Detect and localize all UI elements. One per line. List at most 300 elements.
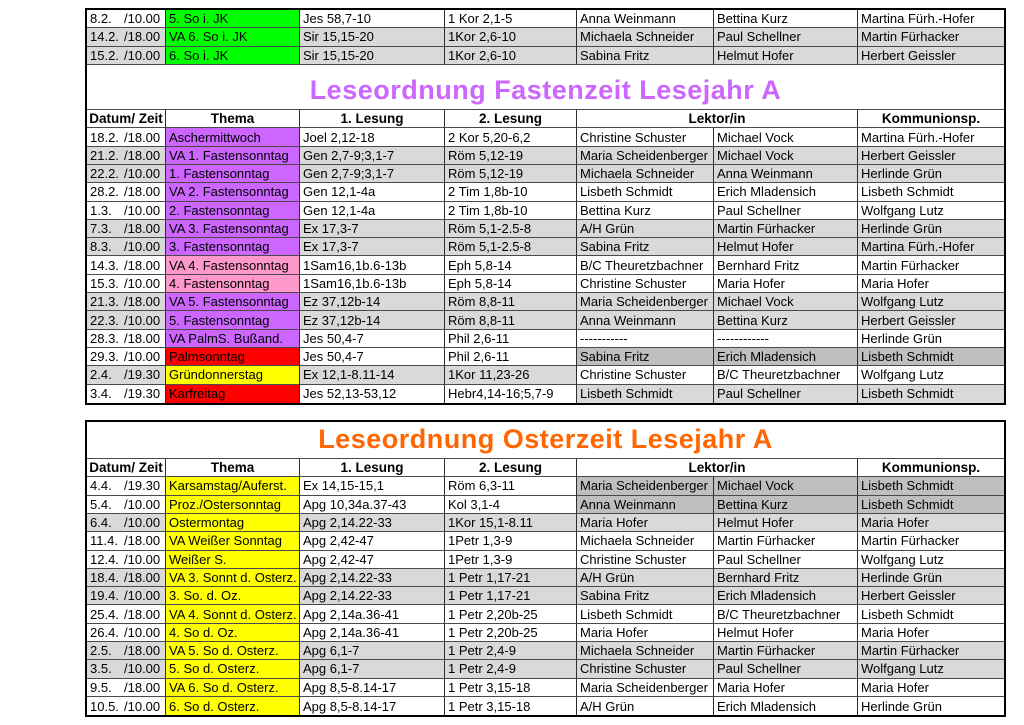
time-value: /18.00 — [124, 679, 161, 695]
table-row — [87, 10, 1004, 28]
date-value: 7.3. — [90, 221, 112, 237]
table-row — [87, 496, 1004, 514]
kommunion-cell: Martin Fürhacker — [858, 532, 1004, 550]
fastenzeit-title-text: Leseordnung Fastenzeit Lesejahr A — [309, 74, 782, 105]
thema-cell: Karsamstag/Auferst. — [166, 477, 300, 495]
thema-cell: 1. Fastensonntag — [166, 165, 300, 183]
lesung2-cell: Röm 8,8-11 — [445, 311, 577, 329]
thema-cell: VA 3. Fastensonntag — [166, 220, 300, 238]
lektor2-cell: Paul Schellner — [714, 551, 858, 569]
lesung1-cell: Joel 2,12-18 — [300, 128, 445, 146]
table-row — [87, 477, 1004, 495]
date-value: 19.4. — [90, 588, 119, 604]
lesung2-cell: 1Kor 15,1-8.11 — [445, 514, 577, 532]
kommunion-cell: Herlinde Grün — [858, 330, 1004, 348]
lektor2-cell: Martin Fürhacker — [714, 220, 858, 238]
lesung1-cell: Apg 6,1-7 — [300, 660, 445, 678]
kommunion-cell: Wolfgang Lutz — [858, 660, 1004, 678]
thema-cell: 4. So d. Oz. — [166, 624, 300, 642]
table-row — [87, 47, 1004, 65]
lektor1-cell: Sabina Fritz — [577, 348, 714, 366]
table-row — [87, 532, 1004, 550]
time-value: /19.30 — [124, 478, 161, 494]
kommunion-cell: Martin Fürhacker — [858, 28, 1004, 46]
date-time-cell — [87, 624, 166, 642]
lesung1-cell: Apg 10,34a.37-43 — [300, 496, 445, 514]
date-time-cell — [87, 28, 166, 46]
lektor2-cell: Erich Mladensich — [714, 348, 858, 366]
thema-cell: 5. Fastensonntag — [166, 311, 300, 329]
lektor2-cell: Helmut Hofer — [714, 47, 858, 65]
header-lesung1: 1. Lesung — [300, 459, 445, 478]
time-value: /18.00 — [124, 533, 161, 549]
lektor2-cell: B/C Theuretzbachner — [714, 605, 858, 623]
lesung1-cell: Ex 17,3-7 — [300, 220, 445, 238]
lektor1-cell: A/H Grün — [577, 569, 714, 587]
fastenzeit-title — [87, 65, 1004, 110]
lesung1-cell: Gen 12,1-4a — [300, 202, 445, 220]
date-value: 8.3. — [90, 239, 112, 255]
thema-cell: VA 2. Fastensonntag — [166, 183, 300, 201]
date-time-cell — [87, 220, 166, 238]
time-value: /10.00 — [124, 47, 161, 63]
kommunion-cell: Herlinde Grün — [858, 165, 1004, 183]
table-row — [87, 697, 1004, 715]
time-value: /18.00 — [124, 221, 161, 237]
lektor1-cell: Maria Scheidenberger — [577, 679, 714, 697]
lektor2-cell: Martin Fürhacker — [714, 532, 858, 550]
date-value: 6.4. — [90, 515, 112, 531]
lesung2-cell: 1 Kor 2,1-5 — [445, 10, 577, 28]
kommunion-cell: Lisbeth Schmidt — [858, 183, 1004, 201]
lesung1-cell: 1Sam16,1b.6-13b — [300, 275, 445, 293]
lektor2-cell: Michael Vock — [714, 477, 858, 495]
lesung2-cell: 1Petr 1,3-9 — [445, 532, 577, 550]
date-value: 28.3. — [90, 330, 119, 346]
lektor2-cell: Michael Vock — [714, 293, 858, 311]
lesung2-cell: 2 Kor 5,20-6,2 — [445, 128, 577, 146]
header-lesung1: 1. Lesung — [300, 110, 445, 129]
date-value: 29.3. — [90, 349, 119, 365]
date-time-cell — [87, 348, 166, 366]
date-value: 12.4. — [90, 551, 119, 567]
kommunion-cell: Wolfgang Lutz — [858, 202, 1004, 220]
kommunion-cell: Herbert Geissler — [858, 311, 1004, 329]
kommunion-cell: Martin Fürhacker — [858, 256, 1004, 274]
lesung1-cell: Apg 8,5-8.14-17 — [300, 697, 445, 715]
date-time-cell — [87, 275, 166, 293]
lesung1-cell: Gen 12,1-4a — [300, 183, 445, 201]
date-time-cell — [87, 165, 166, 183]
time-value: /10.00 — [124, 698, 161, 714]
date-value: 26.4. — [90, 624, 119, 640]
lesung1-cell: Apg 2,14.22-33 — [300, 569, 445, 587]
table-row — [87, 238, 1004, 256]
lesung1-cell: Gen 2,7-9;3,1-7 — [300, 147, 445, 165]
lektor1-cell: Christine Schuster — [577, 128, 714, 146]
date-value: 2.4. — [90, 367, 112, 383]
table-row — [87, 202, 1004, 220]
lektor1-cell: Michaela Schneider — [577, 165, 714, 183]
lesung1-cell: Apg 2,42-47 — [300, 532, 445, 550]
time-value: /10.00 — [124, 515, 161, 531]
thema-cell: VA 5. So d. Osterz. — [166, 642, 300, 660]
lesung2-cell: 1 Petr 3,15-18 — [445, 697, 577, 715]
lesung2-cell: Röm 8,8-11 — [445, 293, 577, 311]
thema-cell: 2. Fastensonntag — [166, 202, 300, 220]
header-lesung2: 2. Lesung — [445, 110, 577, 129]
time-value: /18.00 — [124, 294, 161, 310]
lesung2-cell: Röm 5,12-19 — [445, 147, 577, 165]
kommunion-cell: Wolfgang Lutz — [858, 293, 1004, 311]
date-time-cell — [87, 366, 166, 384]
thema-cell: 6. So i. JK — [166, 47, 300, 65]
table-row — [87, 624, 1004, 642]
table-row — [87, 220, 1004, 238]
kommunion-cell: Herbert Geissler — [858, 47, 1004, 65]
date-time-cell — [87, 569, 166, 587]
lesung2-cell: Röm 5,12-19 — [445, 165, 577, 183]
thema-cell: VA 1. Fastensonntag — [166, 147, 300, 165]
kommunion-cell: Lisbeth Schmidt — [858, 496, 1004, 514]
date-value: 18.4. — [90, 569, 119, 585]
lektor1-cell: Anna Weinmann — [577, 10, 714, 28]
lesung1-cell: Sir 15,15-20 — [300, 47, 445, 65]
date-time-cell — [87, 311, 166, 329]
lesung2-cell: Eph 5,8-14 — [445, 256, 577, 274]
table-row — [87, 642, 1004, 660]
lektor1-cell: Michaela Schneider — [577, 532, 714, 550]
date-value: 2.5. — [90, 643, 112, 659]
table-row — [87, 514, 1004, 532]
kommunion-cell: Maria Hofer — [858, 514, 1004, 532]
lektor1-cell: Maria Scheidenberger — [577, 147, 714, 165]
thema-cell: Palmsonntag — [166, 348, 300, 366]
header-datum-zeit: Datum/ Zeit — [87, 459, 166, 478]
time-value: /18.00 — [124, 257, 161, 273]
thema-cell: 5. So d. Osterz. — [166, 660, 300, 678]
lektor2-cell: Paul Schellner — [714, 385, 858, 403]
lektor2-cell: Michael Vock — [714, 147, 858, 165]
lektor1-cell: Christine Schuster — [577, 660, 714, 678]
osterzeit-title — [87, 422, 1004, 459]
time-value: /18.00 — [124, 569, 161, 585]
kommunion-cell: Wolfgang Lutz — [858, 551, 1004, 569]
date-time-cell — [87, 10, 166, 28]
lektor1-cell: Michaela Schneider — [577, 642, 714, 660]
date-time-cell — [87, 477, 166, 495]
kommunion-cell: Martina Fürh.-Hofer — [858, 10, 1004, 28]
lektor2-cell: Paul Schellner — [714, 660, 858, 678]
lesung1-cell: Jes 50,4-7 — [300, 330, 445, 348]
lektor1-cell: Anna Weinmann — [577, 311, 714, 329]
kommunion-cell: Herbert Geissler — [858, 147, 1004, 165]
lektor1-cell: Lisbeth Schmidt — [577, 183, 714, 201]
thema-cell: 4. Fastensonntag — [166, 275, 300, 293]
lektor2-cell: Erich Mladensich — [714, 183, 858, 201]
table-row — [87, 330, 1004, 348]
lesung1-cell: Apg 6,1-7 — [300, 642, 445, 660]
lesung2-cell: 1Kor 2,6-10 — [445, 47, 577, 65]
lektor2-cell: Maria Hofer — [714, 679, 858, 697]
date-time-cell — [87, 587, 166, 605]
thema-cell: VA PalmS. Bußand. — [166, 330, 300, 348]
kommunion-cell: Maria Hofer — [858, 679, 1004, 697]
date-value: 1.3. — [90, 202, 112, 218]
lektor2-cell: Anna Weinmann — [714, 165, 858, 183]
lesung2-cell: 1 Petr 3,15-18 — [445, 679, 577, 697]
date-time-cell — [87, 551, 166, 569]
thema-cell: 6. So d. Osterz. — [166, 697, 300, 715]
header-kommunion: Kommunionsp. — [858, 459, 1004, 478]
date-time-cell — [87, 147, 166, 165]
date-time-cell — [87, 660, 166, 678]
lesung1-cell: Apg 2,42-47 — [300, 551, 445, 569]
thema-cell: VA 6. So d. Osterz. — [166, 679, 300, 697]
kommunion-cell: Herlinde Grün — [858, 697, 1004, 715]
thema-cell: Ostermontag — [166, 514, 300, 532]
lesung2-cell: 1 Petr 2,20b-25 — [445, 605, 577, 623]
osterzeit-table — [85, 420, 1006, 717]
kommunion-cell: Herbert Geissler — [858, 587, 1004, 605]
schedule-sheet — [85, 8, 1006, 717]
table-row — [87, 311, 1004, 329]
lesung1-cell: Ez 37,12b-14 — [300, 293, 445, 311]
lesung1-cell: Ez 37,12b-14 — [300, 311, 445, 329]
lektor2-cell: Michael Vock — [714, 128, 858, 146]
date-time-cell — [87, 532, 166, 550]
lektor1-cell: Christine Schuster — [577, 551, 714, 569]
lektor2-cell: Bettina Kurz — [714, 496, 858, 514]
lesung1-cell: Ex 14,15-15,1 — [300, 477, 445, 495]
lektor1-cell: Sabina Fritz — [577, 238, 714, 256]
header-lektor: Lektor/in — [577, 110, 858, 129]
osterzeit-header-row — [87, 459, 1004, 478]
lektor1-cell: Michaela Schneider — [577, 28, 714, 46]
table-row — [87, 551, 1004, 569]
time-value: /18.00 — [124, 330, 161, 346]
lesung2-cell: 1Kor 11,23-26 — [445, 366, 577, 384]
time-value: /10.00 — [124, 239, 161, 255]
date-time-cell — [87, 47, 166, 65]
thema-cell: 3. So. d. Oz. — [166, 587, 300, 605]
date-value: 14.3. — [90, 257, 119, 273]
date-time-cell — [87, 514, 166, 532]
lektor2-cell: Paul Schellner — [714, 28, 858, 46]
kommunion-cell: Wolfgang Lutz — [858, 366, 1004, 384]
fastenzeit-header-row — [87, 110, 1004, 129]
table-row — [87, 605, 1004, 623]
thema-cell: Proz./Ostersonntag — [166, 496, 300, 514]
lesung1-cell: Ex 17,3-7 — [300, 238, 445, 256]
time-value: /10.00 — [124, 661, 161, 677]
lesung2-cell: 1Kor 2,6-10 — [445, 28, 577, 46]
date-value: 22.3. — [90, 312, 119, 328]
date-value: 25.4. — [90, 606, 119, 622]
table-row — [87, 587, 1004, 605]
lektor1-cell: Maria Scheidenberger — [577, 293, 714, 311]
kommunion-cell: Martina Fürh.-Hofer — [858, 128, 1004, 146]
header-datum-zeit: Datum/ Zeit — [87, 110, 166, 129]
date-time-cell — [87, 330, 166, 348]
lektor2-cell: Erich Mladensich — [714, 697, 858, 715]
thema-cell: Weißer S. — [166, 551, 300, 569]
table-row — [87, 660, 1004, 678]
lektor2-cell: Bernhard Fritz — [714, 256, 858, 274]
lesung2-cell: 1Petr 1,3-9 — [445, 551, 577, 569]
header-thema: Thema — [166, 110, 300, 129]
lektor1-cell: Christine Schuster — [577, 366, 714, 384]
lektor2-cell: Paul Schellner — [714, 202, 858, 220]
table-row — [87, 385, 1004, 403]
kommunion-cell: Martina Fürh.-Hofer — [858, 238, 1004, 256]
date-value: 21.2. — [90, 147, 119, 163]
kommunion-cell: Lisbeth Schmidt — [858, 605, 1004, 623]
thema-cell: VA 6. So i. JK — [166, 28, 300, 46]
lektor2-cell: B/C Theuretzbachner — [714, 366, 858, 384]
time-value: /18.00 — [124, 129, 161, 145]
lesung2-cell: Phil 2,6-11 — [445, 330, 577, 348]
date-value: 21.3. — [90, 294, 119, 310]
fastenzeit-rows — [87, 128, 1004, 402]
date-time-cell — [87, 293, 166, 311]
date-time-cell — [87, 128, 166, 146]
date-time-cell — [87, 385, 166, 403]
time-value: /10.00 — [124, 624, 161, 640]
time-value: /18.00 — [124, 606, 161, 622]
lesung1-cell: Jes 50,4-7 — [300, 348, 445, 366]
kommunion-cell: Herlinde Grün — [858, 220, 1004, 238]
table-row — [87, 165, 1004, 183]
kommunion-cell: Martin Fürhacker — [858, 642, 1004, 660]
date-value: 18.2. — [90, 129, 119, 145]
date-time-cell — [87, 697, 166, 715]
lektor1-cell: Lisbeth Schmidt — [577, 385, 714, 403]
thema-cell: VA Weißer Sonntag — [166, 532, 300, 550]
header-thema: Thema — [166, 459, 300, 478]
time-value: /10.00 — [124, 349, 161, 365]
lesung2-cell: Hebr4,14-16;5,7-9 — [445, 385, 577, 403]
time-value: /10.00 — [124, 275, 161, 291]
kommunion-cell: Lisbeth Schmidt — [858, 477, 1004, 495]
lektor2-cell: Helmut Hofer — [714, 238, 858, 256]
date-value: 15.3. — [90, 275, 119, 291]
header-kommunion: Kommunionsp. — [858, 110, 1004, 129]
thema-cell: Gründonnerstag — [166, 366, 300, 384]
lektor2-cell: Bettina Kurz — [714, 311, 858, 329]
osterzeit-rows — [87, 477, 1004, 715]
thema-cell: VA 4. Fastensonntag — [166, 256, 300, 274]
lesung2-cell: Eph 5,8-14 — [445, 275, 577, 293]
kommunion-cell: Lisbeth Schmidt — [858, 348, 1004, 366]
lesung2-cell: 2 Tim 1,8b-10 — [445, 183, 577, 201]
kommunion-cell: Maria Hofer — [858, 624, 1004, 642]
date-time-cell — [87, 605, 166, 623]
lektor1-cell: Maria Scheidenberger — [577, 477, 714, 495]
lektor2-cell: ------------ — [714, 330, 858, 348]
lektor2-cell: Erich Mladensich — [714, 587, 858, 605]
lektor1-cell: ----------- — [577, 330, 714, 348]
date-value: 28.2. — [90, 184, 119, 200]
table-row — [87, 183, 1004, 201]
time-value: /19.30 — [124, 367, 161, 383]
date-time-cell — [87, 202, 166, 220]
lesung1-cell: Ex 12,1-8.11-14 — [300, 366, 445, 384]
time-value: /18.00 — [124, 29, 161, 45]
date-value: 11.4. — [90, 533, 118, 549]
date-time-cell — [87, 642, 166, 660]
date-value: 5.4. — [90, 496, 112, 512]
lektor1-cell: Anna Weinmann — [577, 496, 714, 514]
thema-cell: VA 5. Fastensonntag — [166, 293, 300, 311]
thema-cell: VA 4. Sonnt d. Osterz. — [166, 605, 300, 623]
time-value: /10.00 — [124, 11, 161, 27]
date-value: 3.5. — [90, 661, 112, 677]
table-row — [87, 128, 1004, 146]
time-value: /18.00 — [124, 643, 161, 659]
lektor1-cell: A/H Grün — [577, 220, 714, 238]
date-value: 22.2. — [90, 166, 119, 182]
lesung1-cell: Apg 2,14.22-33 — [300, 587, 445, 605]
date-value: 10.5. — [90, 698, 119, 714]
lektor1-cell: A/H Grün — [577, 697, 714, 715]
lesung2-cell: 1 Petr 2,4-9 — [445, 660, 577, 678]
lektor1-cell: B/C Theuretzbachner — [577, 256, 714, 274]
thema-cell: Aschermittwoch — [166, 128, 300, 146]
lesung2-cell: Phil 2,6-11 — [445, 348, 577, 366]
table-row — [87, 28, 1004, 46]
lektor2-cell: Martin Fürhacker — [714, 642, 858, 660]
table-row — [87, 366, 1004, 384]
lektor2-cell: Helmut Hofer — [714, 514, 858, 532]
thema-cell: VA 3. Sonnt d. Osterz. — [166, 569, 300, 587]
table-row — [87, 147, 1004, 165]
lektor1-cell: Bettina Kurz — [577, 202, 714, 220]
lektor2-cell: Helmut Hofer — [714, 624, 858, 642]
lesung2-cell: Röm 5,1-2.5-8 — [445, 220, 577, 238]
time-value: /18.00 — [124, 184, 161, 200]
lektor2-cell: Bernhard Fritz — [714, 569, 858, 587]
thema-cell: 3. Fastensonntag — [166, 238, 300, 256]
lesung1-cell: Gen 2,7-9;3,1-7 — [300, 165, 445, 183]
lesung1-cell: Apg 2,14a.36-41 — [300, 605, 445, 623]
time-value: /10.00 — [124, 166, 161, 182]
table-row — [87, 679, 1004, 697]
lesung2-cell: Röm 6,3-11 — [445, 477, 577, 495]
lesung2-cell: 1 Petr 2,4-9 — [445, 642, 577, 660]
lesung1-cell: 1Sam16,1b.6-13b — [300, 256, 445, 274]
lesung1-cell: Apg 8,5-8.14-17 — [300, 679, 445, 697]
date-time-cell — [87, 256, 166, 274]
date-value: 3.4. — [90, 386, 112, 402]
kommunion-cell: Maria Hofer — [858, 275, 1004, 293]
header-lesung2: 2. Lesung — [445, 459, 577, 478]
table-row — [87, 256, 1004, 274]
time-value: /10.00 — [124, 202, 161, 218]
lektor1-cell: Christine Schuster — [577, 275, 714, 293]
lektor1-cell: Sabina Fritz — [577, 47, 714, 65]
thema-cell: Karfreitag — [166, 385, 300, 403]
thema-cell: 5. So i. JK — [166, 10, 300, 28]
lesung1-cell: Sir 15,15-20 — [300, 28, 445, 46]
ordinary-time-rows — [87, 10, 1004, 65]
lesung2-cell: Röm 5,1-2.5-8 — [445, 238, 577, 256]
lesung2-cell: 1 Petr 2,20b-25 — [445, 624, 577, 642]
lektor2-cell: Maria Hofer — [714, 275, 858, 293]
kommunion-cell: Lisbeth Schmidt — [858, 385, 1004, 403]
time-value: /10.00 — [124, 551, 161, 567]
lektor1-cell: Maria Hofer — [577, 624, 714, 642]
